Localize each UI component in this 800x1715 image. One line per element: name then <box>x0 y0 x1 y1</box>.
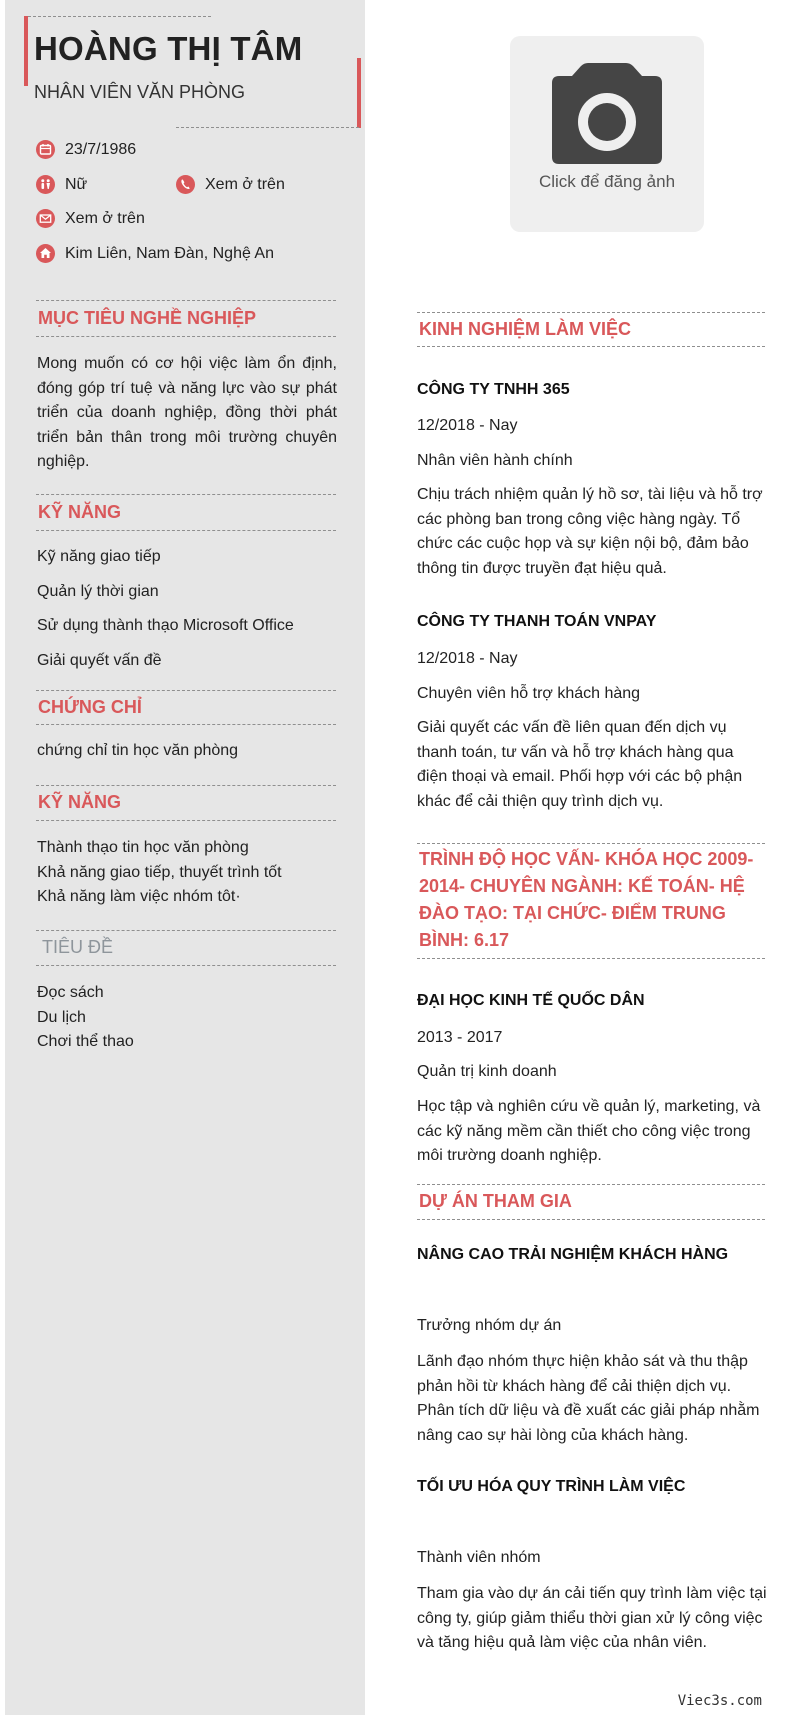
hobbies-divider-bottom <box>36 965 336 966</box>
hobbies-text[interactable] <box>37 981 337 1055</box>
project-description[interactable]: Tham gia vào dự án cải tiến quy trình làm việc tại công ty, giúp giảm thiểu thời gian xử lý công việc và tăng hiệu quả làm việc của nhân viên. <box>417 1585 767 1651</box>
photo-upload[interactable] <box>510 36 704 232</box>
header-top-divider <box>28 16 211 17</box>
experience-period[interactable]: 12/2018 - Nay <box>417 650 518 667</box>
header-bottom-divider <box>176 127 359 128</box>
project-description[interactable]: Lãnh đạo nhóm thực hiện khảo sát và thu thập phản hồi từ khách hàng để cải thiện dịch vụ. Phân tích dữ liệu và đề xuất các giải pháp nhằm nâng cao sự hài lòng của khách hàng. <box>417 1353 760 1444</box>
candidate-name[interactable]: HOÀNG THỊ TÂM <box>34 30 303 67</box>
gender-icon <box>36 175 55 194</box>
gender-value[interactable]: Nữ <box>65 175 88 193</box>
skills2-title[interactable]: KỸ NĂNG <box>38 792 122 812</box>
education-school[interactable]: ĐẠI HỌC KINH TẾ QUỐC DÂN <box>417 992 645 1009</box>
experience-divider-top <box>417 312 765 313</box>
objective-divider-bottom <box>36 336 336 337</box>
phone-row <box>176 175 285 194</box>
education-divider-bottom <box>417 958 765 959</box>
skill-item[interactable]: Giải quyết vấn đề <box>37 652 162 669</box>
hobbies-title[interactable]: TIÊU ĐỀ <box>42 937 114 957</box>
project-name[interactable]: NÂNG CAO TRẢI NGHIỆM KHÁCH HÀNG <box>417 1246 729 1263</box>
calendar-icon <box>36 140 55 159</box>
skills2-line: Thành thạo tin học văn phòng <box>37 839 249 856</box>
experience-company[interactable]: CÔNG TY THANH TOÁN VNPAY <box>417 613 657 630</box>
objective-divider-top <box>36 300 336 301</box>
skills-divider-top <box>36 494 336 495</box>
phone-icon <box>176 175 195 194</box>
project-role[interactable]: Trưởng nhóm dự án <box>417 1317 562 1334</box>
projects-title[interactable]: DỰ ÁN THAM GIA <box>419 1191 572 1211</box>
email-value[interactable]: Xem ở trên <box>65 209 145 227</box>
header-accent-bar-left <box>24 16 28 86</box>
experience-position[interactable]: Chuyên viên hỗ trợ khách hàng <box>417 685 641 702</box>
objective-text[interactable]: Mong muốn có cơ hội việc làm ổn định, đóng góp trí tuệ và năng lực vào sự phát triển của doanh nghiệp, đồng thời phát triển bản thân trong môi trường chuyên nghiệp. <box>37 355 337 470</box>
skill-item[interactable]: Kỹ năng giao tiếp <box>37 548 161 565</box>
experience-description[interactable]: Giải quyết các vấn đề liên quan đến dịch vụ thanh toán, tư vấn và hỗ trợ khách hàng qua điện thoại và email. Phối hợp với các bộ phận khác để cải thiện quy trình dịch vụ. <box>417 719 743 810</box>
skills-divider-bottom <box>36 530 336 531</box>
hobby-line: Du lịch <box>37 1008 86 1026</box>
certificate-item[interactable]: chứng chỉ tin học văn phòng <box>37 742 239 759</box>
projects-divider-top <box>417 1184 765 1185</box>
experience-company[interactable]: CÔNG TY TNHH 365 <box>417 381 570 398</box>
project-name[interactable]: TỐI ƯU HÓA QUY TRÌNH LÀM VIỆC <box>417 1478 686 1495</box>
email-row <box>36 209 145 228</box>
project-role[interactable]: Thành viên nhóm <box>417 1549 541 1566</box>
objective-title[interactable]: MỤC TIÊU NGHỀ NGHIỆP <box>38 308 257 328</box>
hobby-line: Chơi thể thao <box>37 1033 134 1050</box>
gender-row <box>36 175 87 194</box>
skill-item[interactable]: Quản lý thời gian <box>37 583 159 600</box>
birthday-row <box>36 140 136 159</box>
candidate-job-title[interactable]: NHÂN VIÊN VĂN PHÒNG <box>34 82 246 102</box>
skills2-divider-top <box>36 785 336 786</box>
experience-position[interactable]: Nhân viên hành chính <box>417 452 573 469</box>
certificates-divider-top <box>36 690 336 691</box>
skills2-line: Khả năng giao tiếp, thuyết trình tốt <box>37 863 282 881</box>
watermark: Viec3s.com <box>677 1693 762 1709</box>
certificates-divider-bottom <box>36 724 336 725</box>
education-divider-top <box>417 843 765 844</box>
skills2-divider-bottom <box>36 820 336 821</box>
header-accent-bar-right <box>357 58 361 128</box>
camera-icon <box>510 36 704 176</box>
skills-title[interactable]: KỸ NĂNG <box>38 502 122 522</box>
education-major[interactable]: Quản trị kinh doanh <box>417 1063 557 1080</box>
education-description[interactable]: Học tập và nghiên cứu về quản lý, marketing, và các kỹ năng mềm cần thiết cho công việc trong môi trường doanh nghiệp. <box>417 1098 761 1164</box>
hobby-line: Đọc sách <box>37 984 104 1001</box>
certificates-title[interactable]: CHỨNG CHỈ <box>38 697 142 717</box>
home-icon <box>36 244 55 263</box>
education-title[interactable]: TRÌNH ĐỘ HỌC VẤN- KHÓA HỌC 2009-2014- CHUYÊN NGÀNH: KẾ TOÁN- HỆ ĐÀO TẠO: TẠI CHỨC- ĐIỂM TRUNG BÌNH: 6.17 <box>419 849 754 950</box>
skills2-text[interactable] <box>37 836 337 910</box>
experience-divider-bottom <box>417 346 765 347</box>
experience-description[interactable]: Chịu trách nhiệm quản lý hồ sơ, tài liệu và hỗ trợ các phòng ban trong công việc hàng ngày. Tổ chức các cuộc họp và sự kiện nội bộ, đảm bảo thông tin được truyền đạt hiệu quả. <box>417 486 763 577</box>
address-row <box>36 244 274 263</box>
experience-title[interactable]: KINH NGHIỆM LÀM VIỆC <box>419 319 632 339</box>
photo-upload-label[interactable]: Click để đăng ảnh <box>538 172 676 191</box>
projects-divider-bottom <box>417 1219 765 1220</box>
skill-item[interactable]: Sử dụng thành thạo Microsoft Office <box>37 617 294 634</box>
hobbies-divider-top <box>36 930 336 931</box>
birthday-value[interactable]: 23/7/1986 <box>65 140 137 158</box>
phone-value[interactable]: Xem ở trên <box>205 175 285 193</box>
education-period[interactable]: 2013 - 2017 <box>417 1029 503 1046</box>
skills2-line: Khả năng làm việc nhóm tôt· <box>37 888 241 905</box>
envelope-icon <box>36 209 55 228</box>
experience-period[interactable]: 12/2018 - Nay <box>417 417 518 434</box>
address-value[interactable]: Kim Liên, Nam Đàn, Nghệ An <box>65 244 274 262</box>
